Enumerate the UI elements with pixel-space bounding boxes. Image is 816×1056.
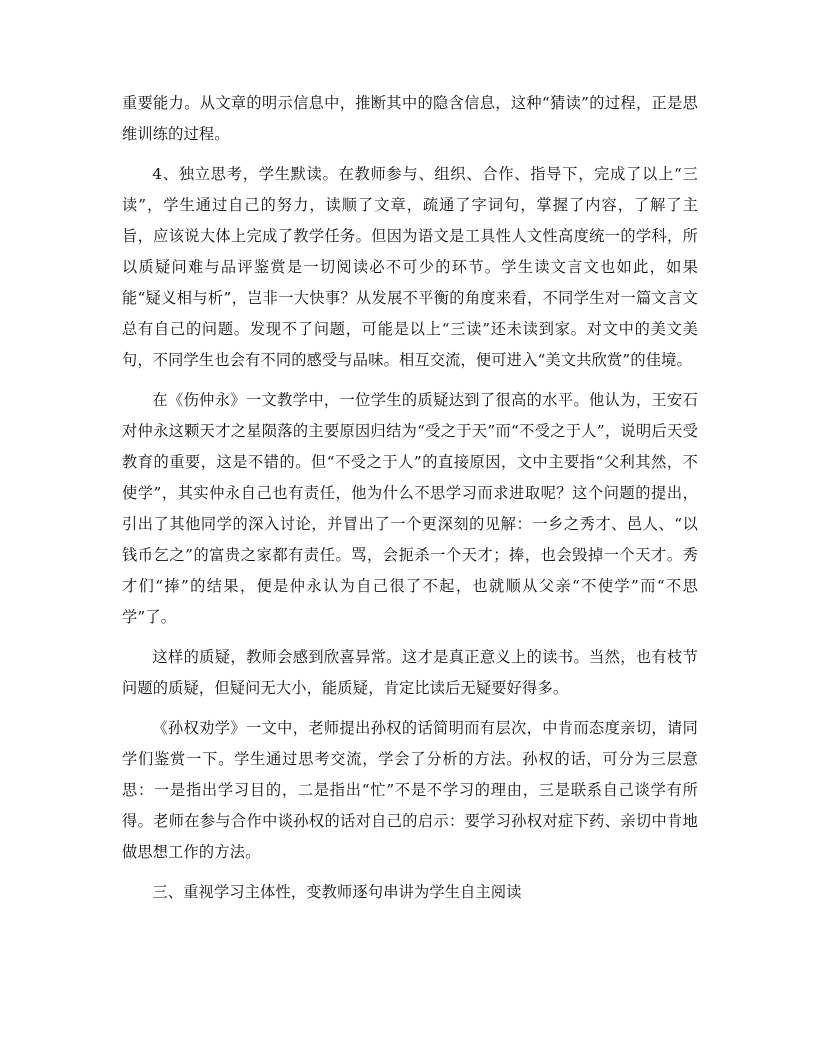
paragraph-independent-thinking: 4、独立思考，学生默读。在教师参与、组织、合作、指导下，完成了以上“三读”，学生通过自己的努力，读顺了文章，疏通了字词句，掌握了内容，了解了主旨，应该说大体上完成了教学任务。但因为语文是工具性人文性高度统一的学科，所以质疑问难与品评鉴赏是一切阅读必不可少的环节。学生读文言文也如此，如果能“疑义相与析”，岂非一大快事？从发展不平衡的角度来看，不同学生对一篇文言文总有自己的问题。发现不了问题，可能是以上“三读”还未读到家。对文中的美文美句，不同学生也会有不同的感受与品味。相互交流，便可进入“美文共欣赏”的佳境。 [122, 165, 698, 369]
section-heading-three: 三、重视学习主体性，变教师逐句串讲为学生自主阅读 [152, 883, 522, 901]
paragraph-sun-quan: 《孙权劝学》一文中，老师提出孙权的话简明而有层次，中肯而态度亲切，请同学们鉴赏一下。学生通过思考交流，学会了分析的方法。孙权的话，可分为三层意思：一是指出学习目的，二是指出“忙”不是不学习的理由，三是联系自己谈学有所得。老师在参与合作中谈孙权的话对自己的启示：要学习孙权对症下药、亲切中肯地做思想工作的方法。 [122, 719, 698, 861]
paragraph-continuation: 重要能力。从文章的明示信息中，推断其中的隐含信息，这种“猜读”的过程，正是思维训练的过程。 [122, 94, 698, 143]
document-page [122, 88, 698, 908]
paragraph-questioning: 这样的质疑，教师会感到欣喜异常。这才是真正意义上的读书。当然，也有枝节问题的质疑，但疑问无大小，能质疑，肯定比读后无疑要好得多。 [122, 648, 698, 697]
paragraph-shang-zhongyong: 在《伤仲永》一文教学中，一位学生的质疑达到了很高的水平。他认为，王安石对仲永这颗天才之星陨落的主要原因归结为“受之于天”而“不受之于人”，说明后天受教育的重要，这是不错的。但“不受之于人”的直接原因，文中主要指“父利其然，不使学”，其实仲永自己也有责任，他为什么不思学习而求进取呢？这个问题的提出，引出了其他同学的深入讨论，并冒出了一个更深刻的见解：一乡之秀才、邑人、“以钱币乞之”的富贵之家都有责任。骂，会扼杀一个天才；捧，也会毁掉一个天才。秀才们“捧”的结果，便是仲永认为自己很了不起，也就顺从父亲“不使学”而“不思学”了。 [122, 391, 698, 626]
